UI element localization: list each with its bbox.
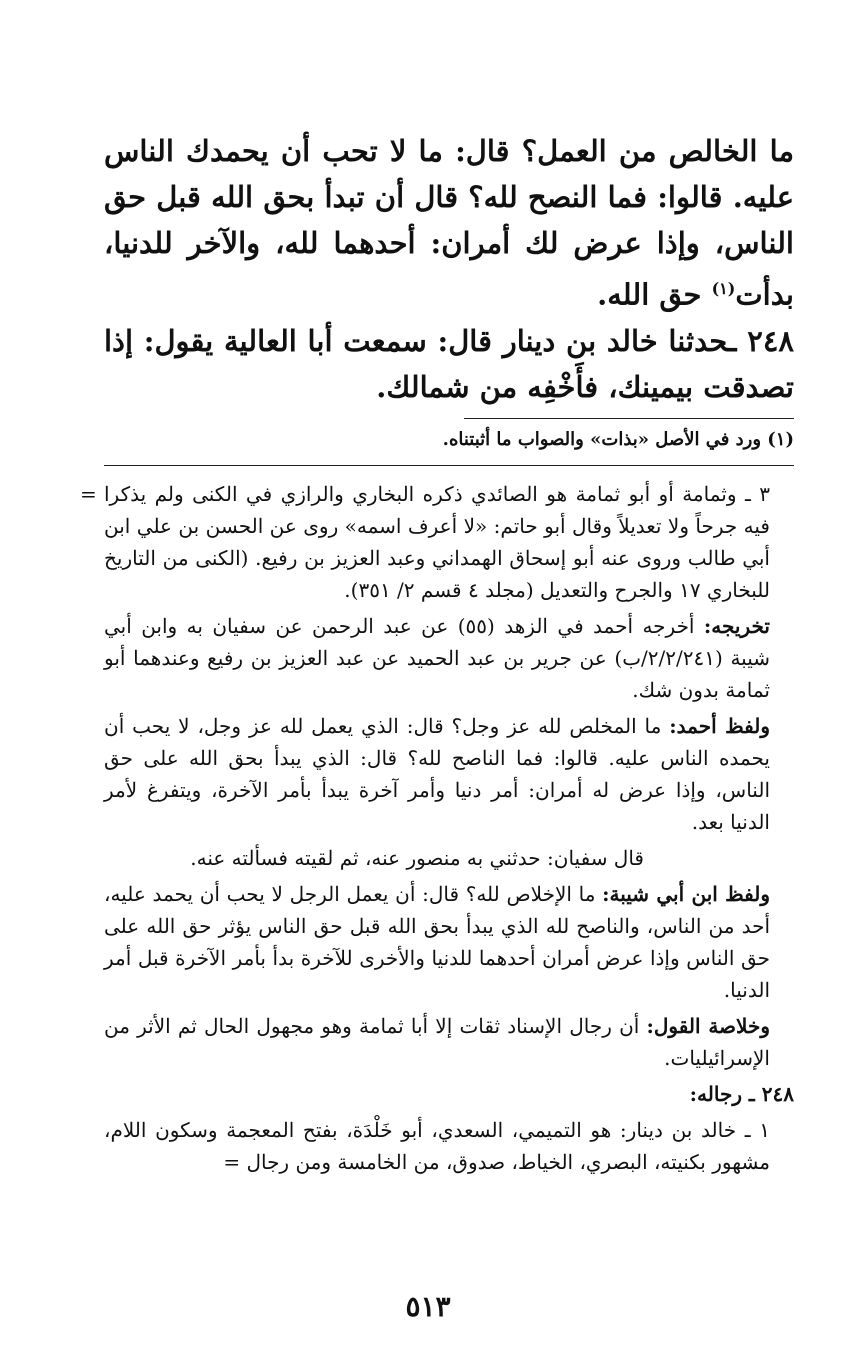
- main-paragraph-1-text: ما الخالص من العمل؟ قال: ما لا تحب أن يحمدك الناس عليه. قالوا: فما النصح لله؟ قال أن تبدأ بحق الله قبل حق الناس، وإذا عرض لك أمران: أحدهما لله، والآخر للدنيا، بدأت: [104, 134, 794, 312]
- narration-number: ٢٤٨ ـ: [728, 323, 794, 358]
- commentary-separator: [104, 465, 794, 466]
- note-takhrij: [104, 610, 794, 706]
- conclusion-text: أن رجال الإسناد ثقات إلا أبا ثمامة وهو مجهول الحال ثم الأثر من الإسرائيليات.: [104, 1013, 770, 1070]
- page-number: ٥١٣: [405, 1290, 451, 1323]
- conclusion-label: وخلاصة القول:: [646, 1013, 770, 1038]
- narrator-1-continuation-mark: =: [223, 1149, 247, 1174]
- main-text: [104, 128, 794, 410]
- ibn-abi-shayba-text: ما الإخلاص لله؟ قال: أن يعمل الرجل لا يحب أن يحمد عليه، أحد من الناس، والناصح لله الذي يبدأ بحق الله قبل حق الناس يؤثر حق الله على حق الناس وإذا عرض أمران أحدهما للدنيا والأخرى للآخرة بدأ بأمر الآخرة قبل أمر الدنيا.: [104, 881, 770, 1002]
- main-paragraph-2: [104, 318, 794, 410]
- note-sufyan: قال سفيان: حدثني به منصور عنه، ثم لقيته فسألته عنه.: [190, 845, 644, 870]
- continuation-mark: =: [80, 481, 97, 506]
- narrator-1-text: ١ ـ خالد بن دينار: هو التميمي، السعدي، أبو خَلْدَة، بفتح المعجمة وسكون اللام، مشهور بكنيته، البصري، الخياط، صدوق، من الخامسة ومن رجال: [104, 1117, 770, 1174]
- takhrij-label: تخريجه:: [703, 613, 770, 638]
- commentary: [80, 478, 794, 1178]
- footnote-separator: [464, 418, 794, 419]
- note-narrator-3: ٣ ـ وثمامة أو أبو ثمامة هو الصائدي ذكره البخاري والرازي في الكنى ولم يذكرا فيه جرحاً ولا تعديلاً وقال أبو حاتم: «لا أعرف اسمه» روى عن الحسن بن علي ابن أبي طالب وروى عنه أبو إسحاق الهمداني وعبد العزيز بن رفيع. (الكنى من التاريخ للبخاري ١٧ والجرح والتعديل (مجلد ٤ قسم ٢/ ٣٥١).: [104, 481, 770, 602]
- note-ibn-abi-shayba: [104, 878, 794, 1006]
- ibn-abi-shayba-label: ولفظ ابن أبي شيبة:: [602, 881, 770, 906]
- main-paragraph-1: [104, 128, 794, 318]
- note-narrator-1: [104, 1114, 794, 1178]
- takhrij-text: أخرجه أحمد في الزهد (٥٥) عن عبد الرحمن عن سفيان به وابن أبي شيبة (٢/٢/٢٤١/ب) عن جرير بن عبد الحميد عن عبد العزيز بن رفيع وعندهما أبو ثمامة بدون شك.: [104, 613, 770, 702]
- note-conclusion: [104, 1010, 794, 1074]
- ahmad-label: ولفظ أحمد:: [669, 713, 770, 738]
- ahmad-text: ما المخلص لله عز وجل؟ قال: الذي يعمل لله عز وجل، لا يحب أن يحمده الناس عليه. قالوا: فما الناصح لله؟ قال: الذي يبدأ بحق الله على حق الناس، وإذا عرض له أمران: أمر دنيا وأمر آخرة يبدأ بأمر الآخرة، ويتفرغ لأمر الدنيا بعد.: [104, 713, 770, 834]
- main-paragraph-1-tail: حق الله.: [597, 277, 712, 312]
- footnote-text: (١) ورد في الأصل «بذات» والصواب ما أثبتناه.: [442, 428, 794, 450]
- footnote-reference: (١): [711, 279, 736, 298]
- note-ahmad-wording: [104, 710, 794, 838]
- rijal-heading: ٢٤٨ ـ رجاله:: [689, 1081, 794, 1106]
- narration-text: حدثنا خالد بن دينار قال: سمعت أبا العالية يقول: إذا تصدقت بيمينك، فأَخْفِه من شمالك.: [104, 323, 794, 404]
